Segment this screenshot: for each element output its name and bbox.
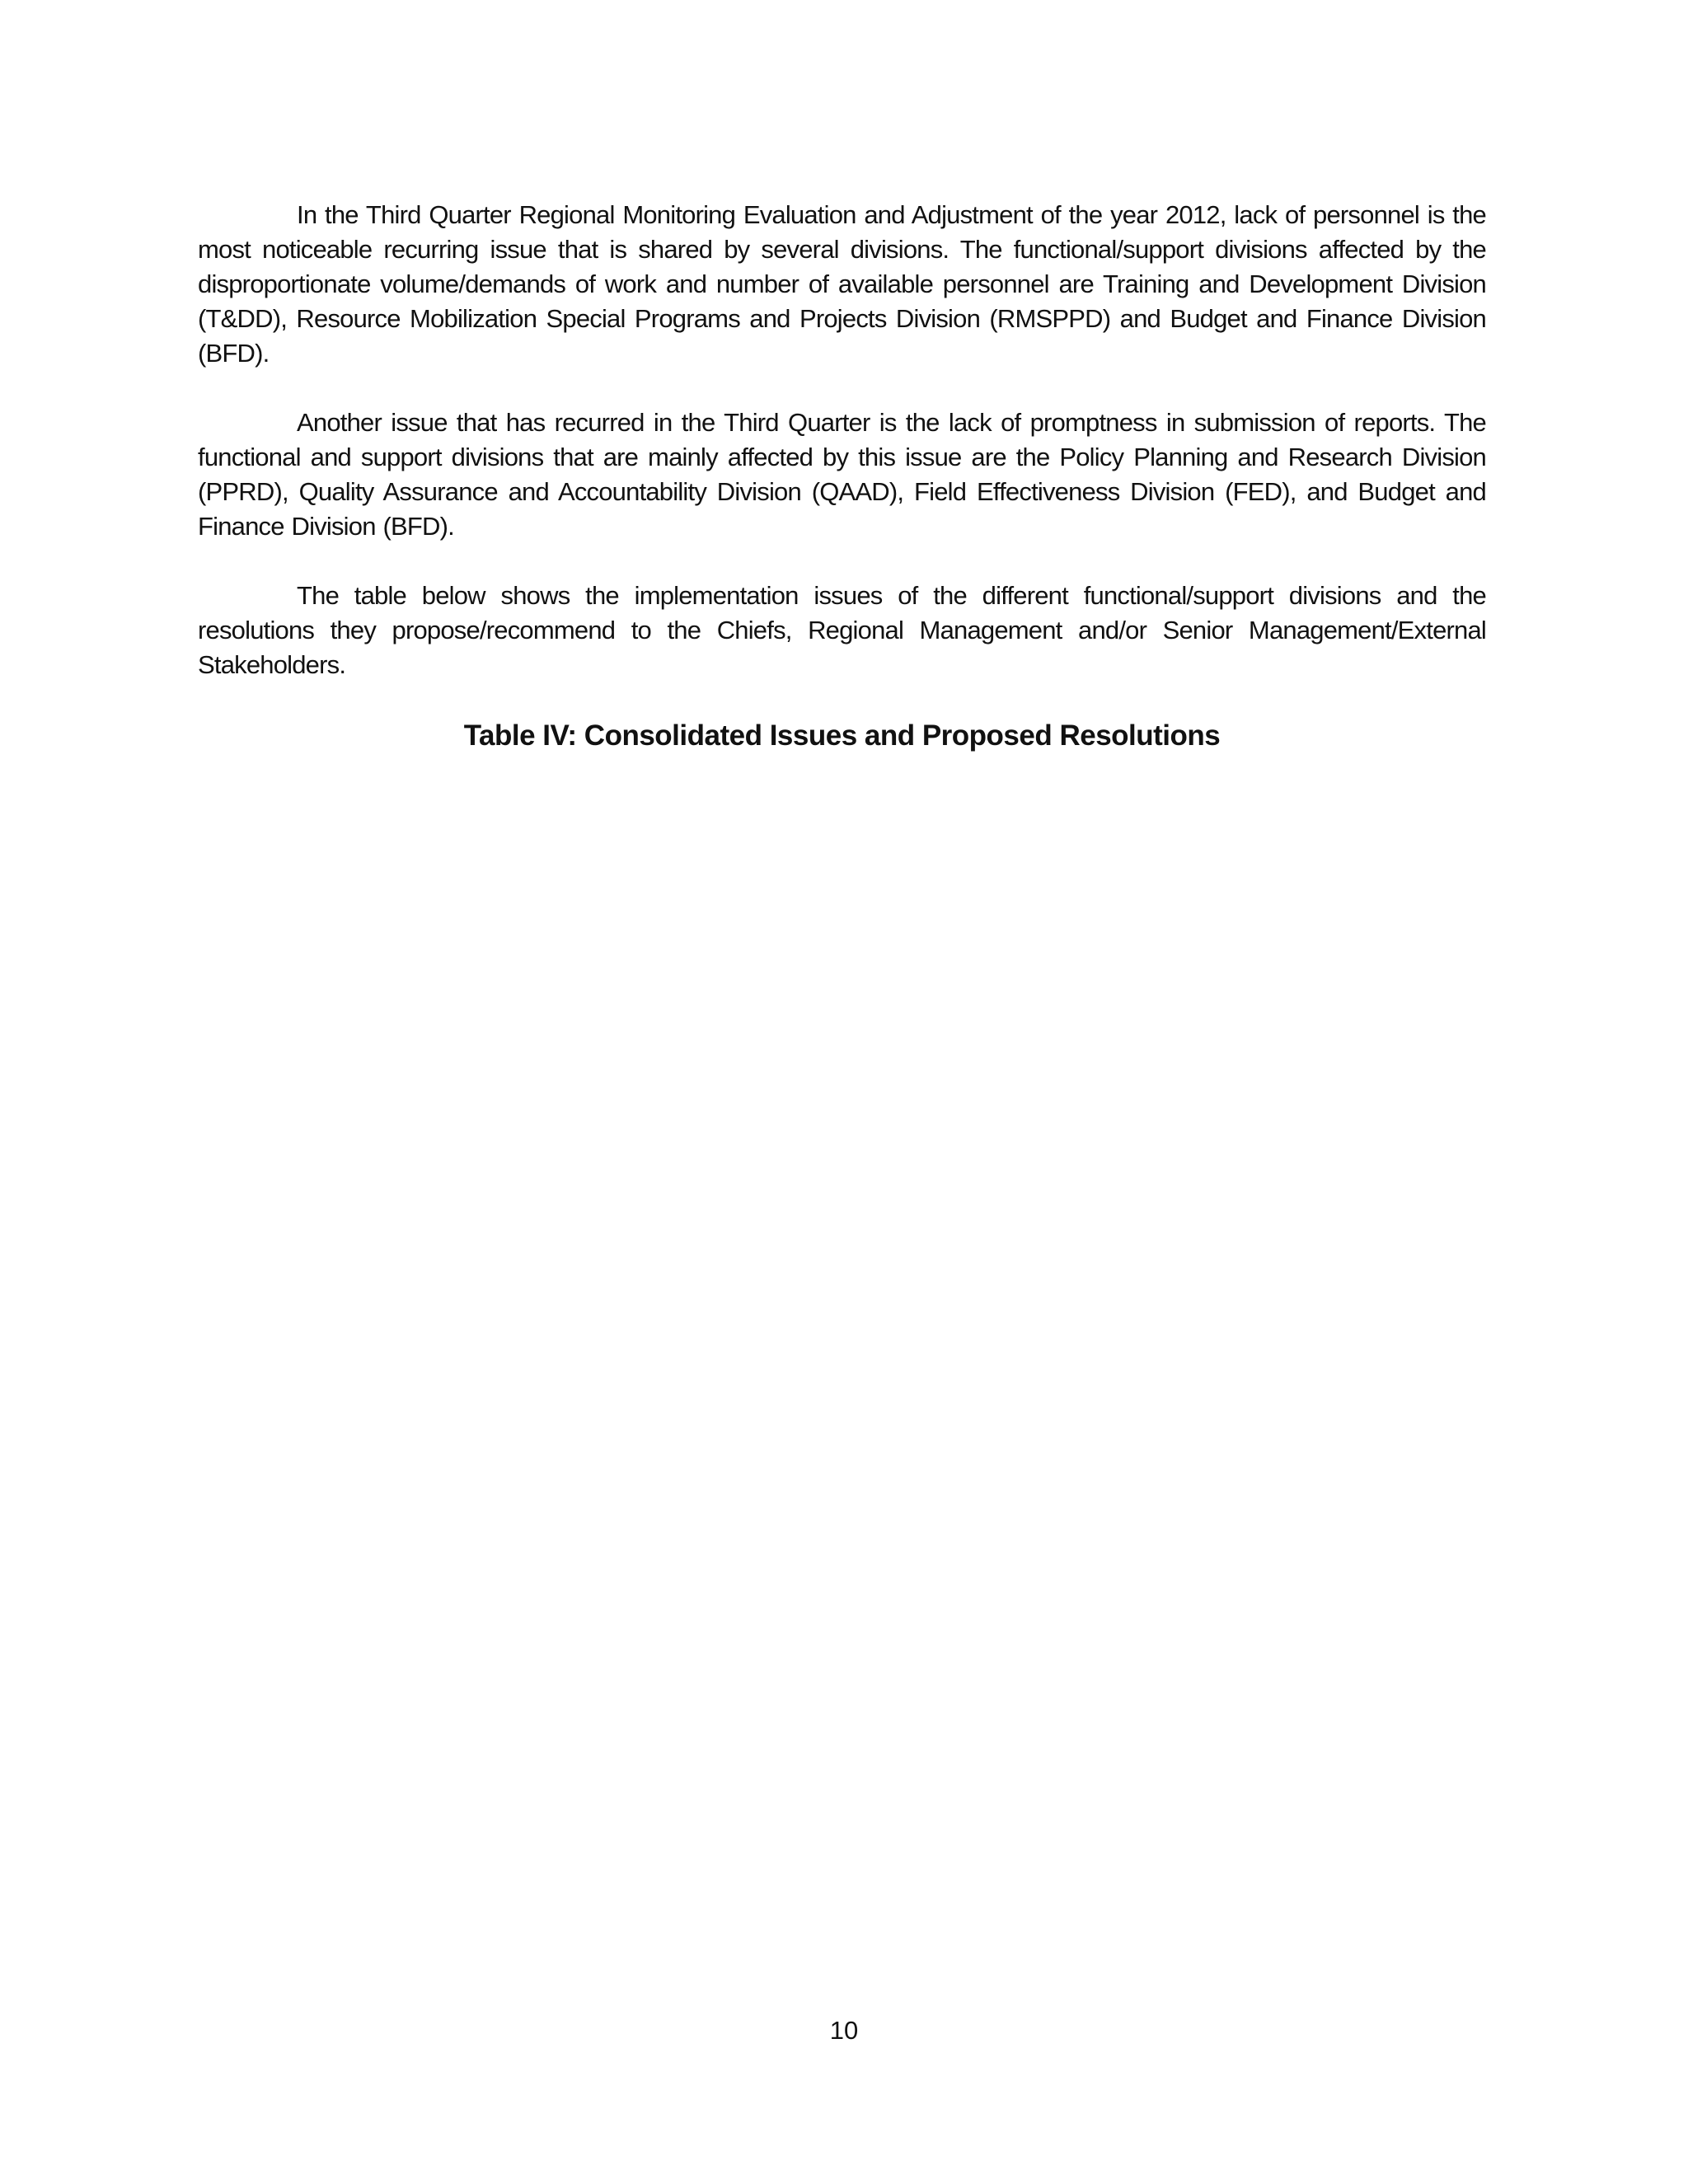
table-title: Table IV: Consolidated Issues and Proposed Resolutions xyxy=(463,719,1221,752)
page-content xyxy=(198,198,1486,755)
page-number: 10 xyxy=(829,2016,859,2045)
paragraph-table-intro: The table below shows the implementation issues of the different functional/support divisions and the resolutions they propose/recommend to the Chiefs, Regional Management and/or Senior Management/External Stakeholders. xyxy=(198,581,1486,679)
paragraph-reports-issue: Another issue that has recurred in the Third Quarter is the lack of promptness in submission of reports. The functional and support divisions that are mainly affected by this issue are the Policy Planning and Research Division (PPRD), Quality Assurance and Accountability Division (QAAD), Field Effectiveness Division (FED), and Budget and Finance Division (BFD). xyxy=(198,408,1486,541)
paragraph-personnel-issue: In the Third Quarter Regional Monitoring Evaluation and Adjustment of the year 2012, lack of personnel is the most noticeable recurring issue that is shared by several divisions. The functional/support divisions affected by the disproportionate volume/demands of work and number of available personnel are Training and Development Division (T&DD), Resource Mobilization Special Programs and Projects Division (RMSPPD) and Budget and Finance Division (BFD). xyxy=(198,200,1486,368)
